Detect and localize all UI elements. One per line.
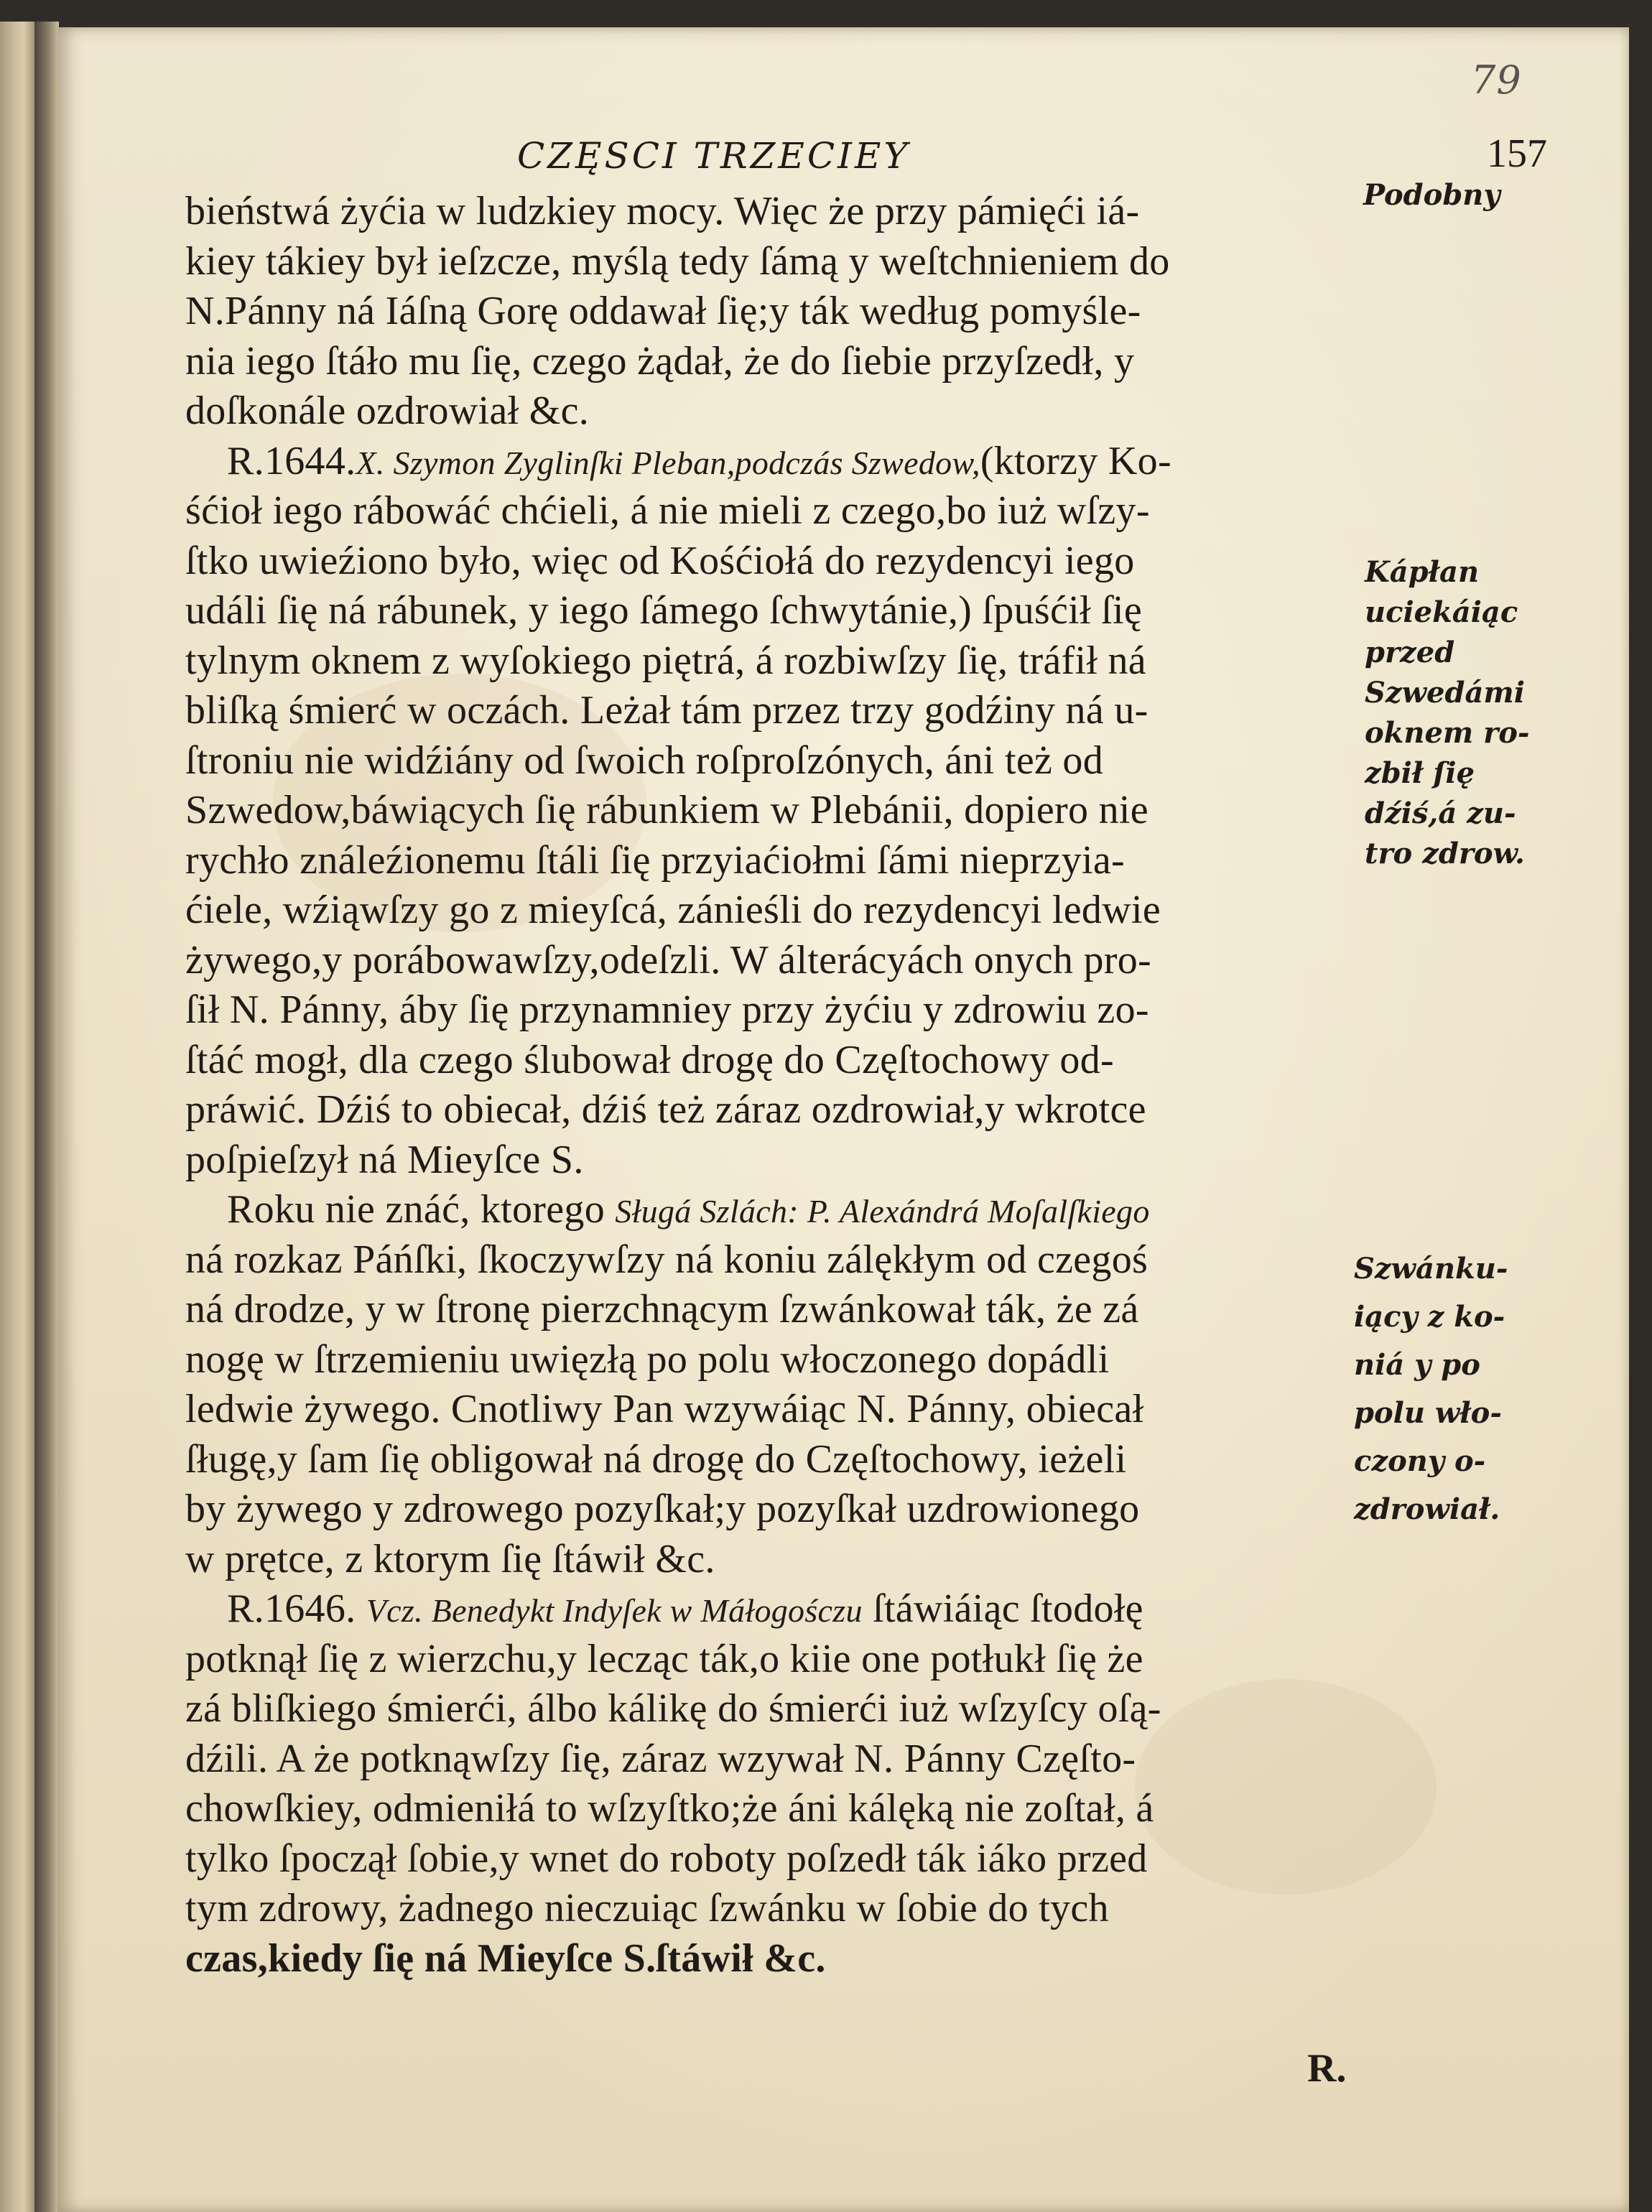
- text-line: událi ſię ná rábunek, y iego ſámego ſchwytánie,) ſpuśćił ſię: [185, 588, 1143, 633]
- book-gutter: [34, 22, 59, 2212]
- text-line: tym zdrowy, żadnego nieczuiąc ſzwánku w ſobie do tych: [185, 1886, 1109, 1930]
- margin-note-line: iący z ko-: [1354, 1300, 1505, 1334]
- margin-note-line: oknem ro-: [1365, 716, 1530, 750]
- text-line: ſtko uwieźiono było, więc od Kośćiołá do rezydencyi iego: [185, 538, 1135, 583]
- text-line: ledwie żywego. Cnotliwy Pan wzywáiąc N. Pánny, obiecał: [185, 1387, 1144, 1431]
- margin-note-line: niá y po: [1354, 1348, 1480, 1382]
- page-number: 157: [1487, 131, 1547, 176]
- text-line: [185, 437, 1406, 487]
- margin-note-line: przed: [1365, 636, 1455, 669]
- line-text-roman: R.1644.: [227, 438, 356, 483]
- text-line: bieństwá żyćia w ludzkiey mocy. Więc że przy pámięći iá-: [185, 189, 1140, 233]
- main-text-block: [185, 187, 1406, 1984]
- line-text-italic: Sługá Szlách: P. Alexándrá Moſalſkiego: [615, 1193, 1150, 1230]
- text-line: nia iego ſtáło mu ſię, czego żądał, że do ſiebie przyſzedł, y: [185, 338, 1135, 384]
- margin-note-line: czony o-: [1354, 1444, 1486, 1478]
- text-line: dźili. A że potknąwſzy ſię, záraz wzywał N. Pánny Częſto-: [185, 1736, 1136, 1781]
- margin-note-line: uciekáiąc: [1365, 595, 1518, 629]
- running-head: CZĘSCI TRZECIEY: [517, 135, 911, 177]
- text-line: práwić. Dźiś to obiecał, dźiś też záraz ozdrowiał,y wkrotce: [185, 1087, 1146, 1132]
- text-line: ćiele, wźiąwſzy go z mieyſcá, zánieśli do rezydencyi ledwie: [185, 888, 1161, 932]
- text-line: N.Pánny ná Iáſną Gorę oddawał ſię;y ták według pomyśle-: [185, 289, 1141, 333]
- text-line: śćioł iego rábowáć chćieli, á nie mieli z czego,bo iuż wſzy-: [185, 488, 1150, 533]
- text-line: czas,kiedy ſię ná Mieyſce S.ſtáwił &c.: [185, 1936, 826, 1981]
- text-line: rychło ználeźionemu ſtáli ſię przyiaćiołmi ſámi nieprzyia-: [185, 837, 1125, 883]
- margin-note-line: polu wło-: [1354, 1396, 1502, 1430]
- line-text-roman: (ktorzy Ko-: [980, 438, 1171, 483]
- margin-note-line: Podobny: [1363, 178, 1500, 212]
- text-line: zá bliſkiego śmierći, álbo kálikę do śmierći iuż wſzyſcy oſą-: [185, 1686, 1161, 1731]
- catchword: R.: [1307, 2046, 1347, 2091]
- text-line: poſpieſzył ná Mieyſce S.: [185, 1137, 584, 1182]
- line-text-roman: R.1646.: [227, 1586, 366, 1631]
- line-text-italic: X. Szymon Zyglinſki Pleban,podczás Szwedow,: [356, 444, 980, 481]
- text-line: ná rozkaz Páńſki, ſkoczywſzy ná koniu zálękłym od czegoś: [185, 1237, 1148, 1282]
- text-line: ſił N. Pánny, áby ſię przynamniey przy żyćiu y zdrowiu zo-: [185, 988, 1149, 1032]
- margin-note-line: zdrowiał.: [1354, 1492, 1500, 1526]
- handwritten-folio-number: 79: [1471, 57, 1522, 103]
- text-line: potknął ſię z wierzchu,y lecząc ták,o kiie one potłukł ſię że: [185, 1636, 1143, 1681]
- facing-page-edge: [0, 22, 34, 2212]
- line-text-roman: Roku nie znáć, ktorego: [227, 1187, 616, 1232]
- text-line: chowſkiey, odmieniłá to wſzyſtko;że áni kálęką nie zoſtał, á: [185, 1786, 1154, 1831]
- text-line: tylko ſpoczął ſobie,y wnet do roboty poſzedł ták iáko przed: [185, 1836, 1148, 1881]
- margin-note-line: zbił ſię: [1365, 756, 1475, 790]
- text-line: ná drodze, y w ſtronę pierzchnącym ſzwánkował ták, że zá: [185, 1287, 1139, 1332]
- margin-note-line: Kápłan: [1365, 555, 1480, 589]
- line-text-italic: Vcz. Benedykt Indyſek w Máłogośczu: [366, 1592, 863, 1629]
- margin-note-line: tro zdrow.: [1365, 837, 1525, 870]
- text-line: doſkonále ozdrowiał &c.: [185, 389, 590, 433]
- text-line: ſtáć mogł, dla czego ślubował drogę do Częſtochowy od-: [185, 1037, 1114, 1082]
- margin-note-line: Szwedámi: [1365, 676, 1525, 710]
- text-line: [185, 1584, 1406, 1635]
- line-text-roman: ſtáwiáiąc ſtodołę: [862, 1586, 1143, 1631]
- text-line: nogę w ſtrzemieniu uwięzłą po polu włoczonego dopádli: [185, 1337, 1110, 1382]
- text-line: kiey tákiey był ieſzcze, myślą tedy ſámą y weſtchnieniem do: [185, 238, 1170, 284]
- text-line: by żywego y zdrowego pozyſkał;y pozyſkał uzdrowionego: [185, 1487, 1140, 1531]
- text-line: Szwedow,báwiących ſię rábunkiem w Plebánii, dopiero nie: [185, 788, 1148, 832]
- text-line: [185, 1185, 1406, 1235]
- margin-note-line: dźiś,á zu-: [1365, 796, 1516, 830]
- text-line: bliſką śmierć w oczách. Leżał tám przez trzy godźiny ná u-: [185, 688, 1148, 733]
- margin-note-line: Szwánku-: [1354, 1252, 1508, 1286]
- book-page: [57, 27, 1629, 2212]
- text-line: żywego,y porábowawſzy,odeſzli. W álterácyách onych pro-: [185, 937, 1151, 982]
- text-line: ſługę,y ſam ſię obligował ná drogę do Częſtochowy, ieżeli: [185, 1436, 1127, 1482]
- text-line: w prętce, z ktorym ſię ſtáwił &c.: [185, 1536, 715, 1581]
- text-line: ſtroniu nie widźiány od ſwoich roſproſzónych, áni też od: [185, 738, 1104, 783]
- margin-note-podobny: [1363, 178, 1500, 212]
- text-line: tylnym oknem z wyſokiego piętrá, á rozbiwſzy ſię, tráfił ná: [185, 638, 1146, 683]
